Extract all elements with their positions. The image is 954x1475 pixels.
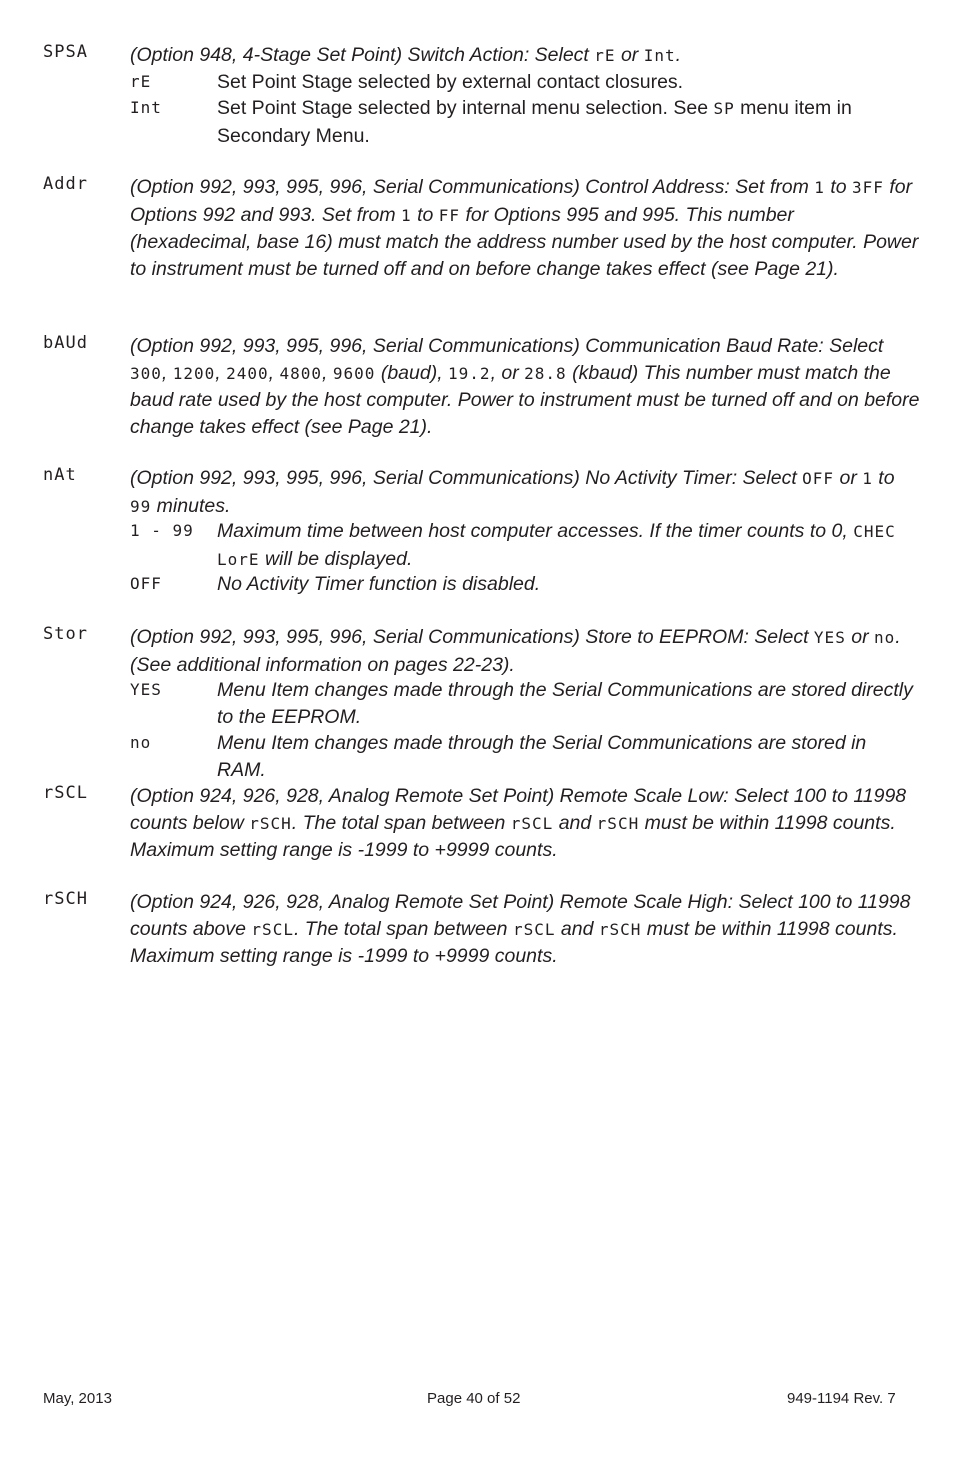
text-segment: . The total span between <box>293 917 513 940</box>
text-segment: and <box>555 917 599 940</box>
text-segment: , <box>161 361 173 384</box>
display-code: SP <box>713 99 735 118</box>
text-segment: or <box>615 44 644 66</box>
text-segment: (Option 992, 993, 995, 996, Serial Communications) Communication Baud Rate: Select <box>130 335 884 357</box>
text-segment: (Option 992, 993, 995, 996, Serial Communications) No Activity Timer: Select <box>130 467 803 489</box>
entry-description <box>130 333 920 440</box>
display-code: 3FF <box>852 178 884 197</box>
display-code: rSCH <box>249 813 292 833</box>
entry-term: SPSA <box>43 42 88 62</box>
sub-description: Menu Item changes made through the Serial Communications are stored in RAM. <box>217 732 867 781</box>
sub-description: No Activity Timer function is disabled. <box>217 573 541 595</box>
sub-term: Int <box>130 98 162 117</box>
sub-description <box>217 518 917 573</box>
text-segment: will be displayed. <box>259 547 413 570</box>
display-code: 19.2 <box>448 363 491 383</box>
display-code: rSCL <box>512 919 556 939</box>
sub-term: OFF <box>130 574 162 593</box>
display-code: 1 <box>862 469 873 488</box>
display-code: no <box>874 628 896 647</box>
display-code: 300 <box>130 363 162 383</box>
entry-term: bAUd <box>43 333 88 353</box>
display-code: rSCH <box>598 919 642 939</box>
display-code: 1200 <box>172 363 216 383</box>
sub-description: Set Point Stage selected by external contact closures. <box>217 71 684 93</box>
display-code: rSCL <box>510 813 554 833</box>
display-code: 1 <box>814 178 825 197</box>
sub-term: 1 - 99 <box>130 521 194 540</box>
entry-description <box>130 42 920 70</box>
entry-term: rSCL <box>43 783 88 803</box>
text-segment: (Option 992, 993, 995, 996, Serial Communications) Store to EEPROM: Select <box>130 626 814 648</box>
display-code: rE <box>594 46 616 65</box>
sub-description: Menu Item changes made through the Serial Communications are stored directly to the EEPROM. <box>217 679 913 728</box>
entry-term: rSCH <box>43 889 88 909</box>
entry-description <box>130 783 920 864</box>
text-segment: to <box>872 467 895 489</box>
text-segment: for Options 992 and 993. Set from <box>130 176 913 226</box>
text-segment: to <box>824 176 853 198</box>
text-segment: must be within 11998 counts. Maximum setting range is -1999 to +9999 counts. <box>130 917 898 967</box>
text-segment: Set Point Stage selected by internal menu selection. See <box>217 97 714 119</box>
footer-doc-number: 949-1194 Rev. 7 <box>787 1390 896 1407</box>
display-code: 28.8 <box>524 363 567 383</box>
text-segment: minutes. <box>151 494 231 517</box>
display-code: OFF <box>802 469 835 488</box>
display-code: rSCL <box>251 919 294 939</box>
text-segment: . The total span between <box>291 811 511 834</box>
text-segment: , <box>268 361 280 384</box>
footer-date: May, 2013 <box>43 1390 112 1407</box>
text-segment: for Options 995 and 995. This number (hexadecimal, base 16) must match the address number used by the host computer. Power to instrument must be turned off and on before change takes effect (see Page 21). <box>130 203 919 280</box>
text-segment: , <box>215 361 227 384</box>
text-segment: (Option 948, 4-Stage Set Point) Switch Action: Select <box>130 44 595 66</box>
entry-term: Stor <box>43 624 88 644</box>
display-code: Int <box>643 46 676 65</box>
display-code: 4800 <box>279 363 323 383</box>
text-segment: . <box>675 44 682 66</box>
entry-term: nAt <box>43 465 77 485</box>
text-segment: (Option 924, 926, 928, Analog Remote Set Point) Remote Scale Low: Select 100 to 11998 counts below <box>130 785 907 834</box>
display-code: 2400 <box>226 363 269 383</box>
display-code: 99 <box>130 496 152 516</box>
sub-term: no <box>130 733 152 752</box>
text-segment: and <box>553 811 597 834</box>
text-segment: , or <box>490 361 525 384</box>
text-segment: or <box>845 626 875 648</box>
display-code: FF <box>438 205 461 225</box>
text-segment: Maximum time between host computer accesses. If the timer counts to 0, <box>217 520 854 542</box>
display-code: 9600 <box>332 363 376 383</box>
entry-description <box>130 174 920 282</box>
text-segment: (kbaud) This number must match the baud rate used by the host computer. Power to instrument must be turned off and on before change takes effect (see Page 21). <box>130 361 920 438</box>
text-segment: or <box>834 467 863 489</box>
text-segment: , <box>322 361 333 384</box>
text-segment: menu item in Secondary Menu. <box>217 97 852 147</box>
display-code: 1 <box>401 205 412 225</box>
text-segment: must be within 11998 counts. Maximum setting range is -1999 to +9999 counts. <box>130 811 896 861</box>
text-segment: . (See additional information on pages 22-23). <box>130 626 901 676</box>
sub-description <box>217 95 917 149</box>
entry-description <box>130 624 920 678</box>
text-segment: (Option 924, 926, 928, Analog Remote Set Point) Remote Scale High: Select 100 to 11998 counts above <box>130 891 911 940</box>
entry-description <box>130 889 920 970</box>
display-code: rSCH <box>596 813 640 833</box>
sub-term: YES <box>130 680 162 699</box>
text-segment: to <box>411 203 439 226</box>
footer-page-number: Page 40 of 52 <box>427 1390 521 1407</box>
entry-term: Addr <box>43 174 88 194</box>
display-code: YES <box>813 628 846 647</box>
sub-term: rE <box>130 72 152 91</box>
entry-description <box>130 465 920 520</box>
text-segment: (baud), <box>375 361 449 384</box>
text-segment: (Option 992, 993, 995, 996, Serial Communications) Control Address: Set from <box>130 176 815 198</box>
display-code: CHEC LorE <box>217 522 896 569</box>
